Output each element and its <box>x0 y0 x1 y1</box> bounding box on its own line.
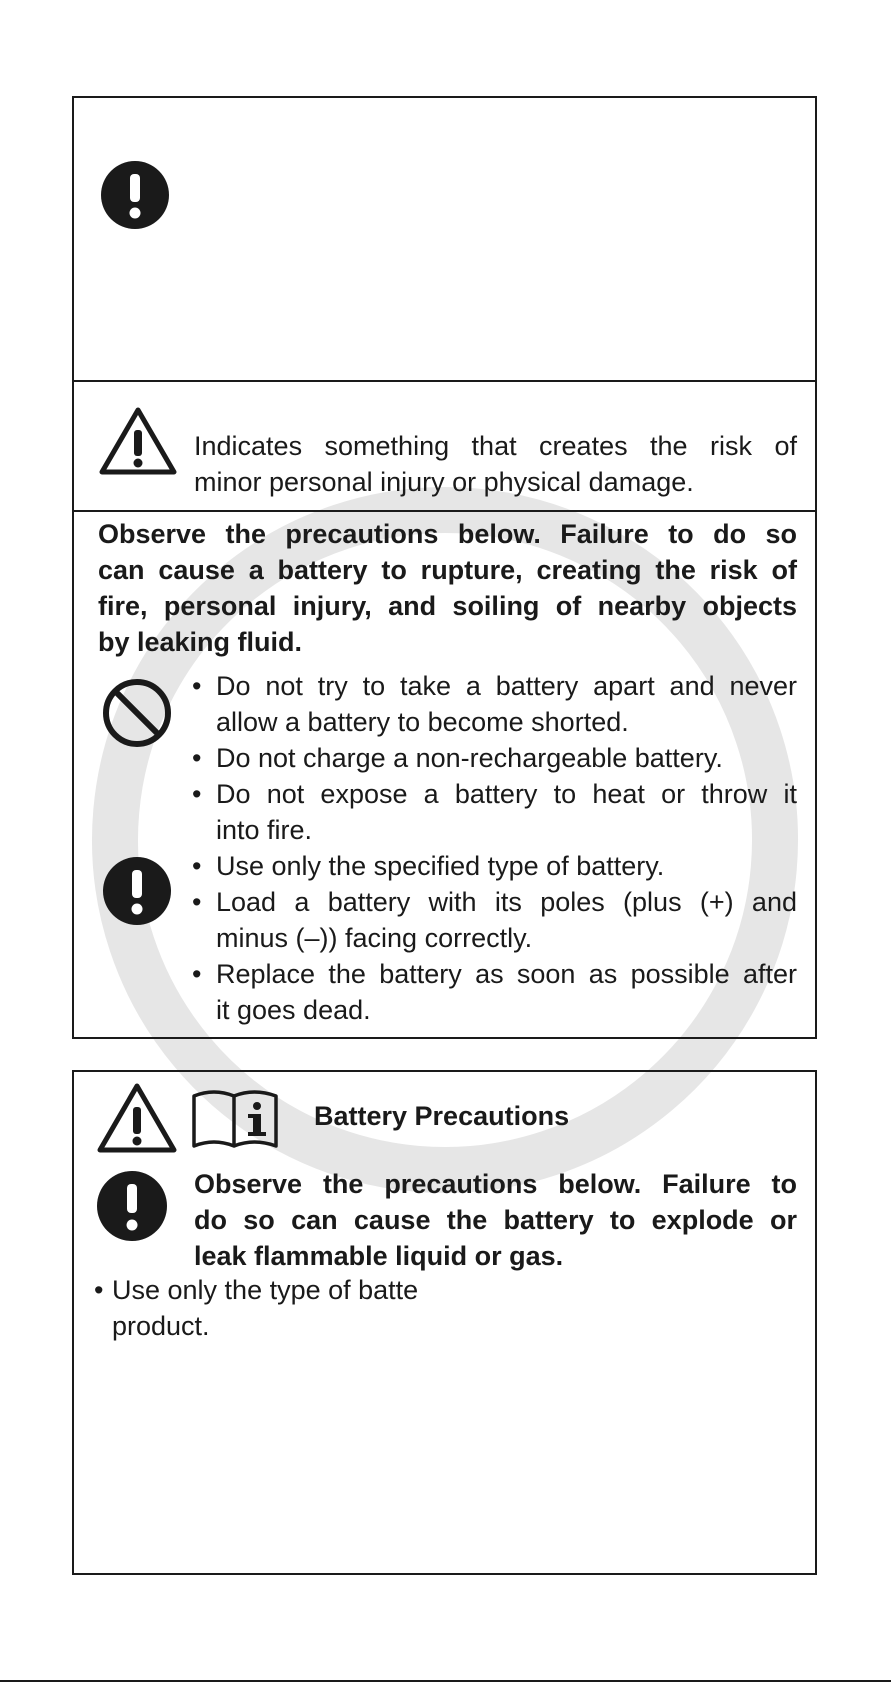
prohibition-item-line1: Do not charge a non-rechargeable battery. <box>216 743 723 773</box>
bullet-marker: • <box>192 779 202 809</box>
bullet-marker: • <box>192 851 202 881</box>
battery-warning-heading-line2: can cause a battery to rupture, creating the risk of <box>98 555 797 585</box>
prohibition-item-line1: Do not expose a battery to heat or throw it <box>216 779 797 809</box>
requirement-item-line1: Use only the specified type of battery. <box>216 851 665 881</box>
bullet-marker: • <box>94 1275 104 1305</box>
caution-description-line1: Indicates something that creates the risk of <box>194 431 797 461</box>
battery-warning-heading-line3: fire, personal injury, and soiling of nearby objects <box>98 591 797 621</box>
caution-description-line2: minor personal injury or physical damage. <box>194 467 694 497</box>
bullet-marker: • <box>192 743 202 773</box>
battery-precautions-heading-line3: leak flammable liquid or gas. <box>194 1241 564 1271</box>
prohibition-icon <box>102 678 172 748</box>
bullet-marker: • <box>192 959 202 989</box>
battery-precautions-title: Battery Precautions <box>314 1101 570 1131</box>
bullet-marker: • <box>192 671 202 701</box>
battery-precautions-heading-line2: do so can cause the battery to explode or <box>194 1205 797 1235</box>
prohibition-item-line2: into fire. <box>216 815 313 845</box>
bullet-marker: • <box>192 887 202 917</box>
prohibition-item-line2: allow a battery to become shorted. <box>216 707 629 737</box>
requirement-item-line2: minus (–)) facing correctly. <box>216 923 533 953</box>
caution-triangle-icon <box>96 1082 178 1154</box>
caution-triangle-icon <box>98 406 178 476</box>
battery-warning-heading-line4: by leaking fluid. <box>98 627 303 657</box>
page-bottom-rule <box>0 1680 891 1682</box>
requirement-item-line1: Replace the battery as soon as possible after <box>216 959 797 989</box>
manual-info-icon <box>190 1084 280 1150</box>
divider <box>74 510 815 512</box>
divider <box>74 380 815 382</box>
battery-precautions-item-line1: Use only the type of batte <box>112 1275 419 1305</box>
requirement-item-line1: Load a battery with its poles (plus (+) and <box>216 887 797 917</box>
battery-precautions-heading-line1: Observe the precautions below. Failure to <box>194 1169 797 1199</box>
mandatory-action-icon <box>100 160 170 230</box>
mandatory-action-icon <box>102 856 172 926</box>
safety-box <box>72 96 817 1039</box>
mandatory-action-icon <box>96 1170 168 1242</box>
battery-warning-heading-line1: Observe the precautions below. Failure to do so <box>98 519 797 549</box>
battery-precautions-box <box>72 1070 817 1575</box>
prohibition-item-line1: Do not try to take a battery apart and never <box>216 671 797 701</box>
battery-precautions-item-line2: product. <box>112 1311 210 1341</box>
requirement-item-line2: it goes dead. <box>216 995 371 1025</box>
